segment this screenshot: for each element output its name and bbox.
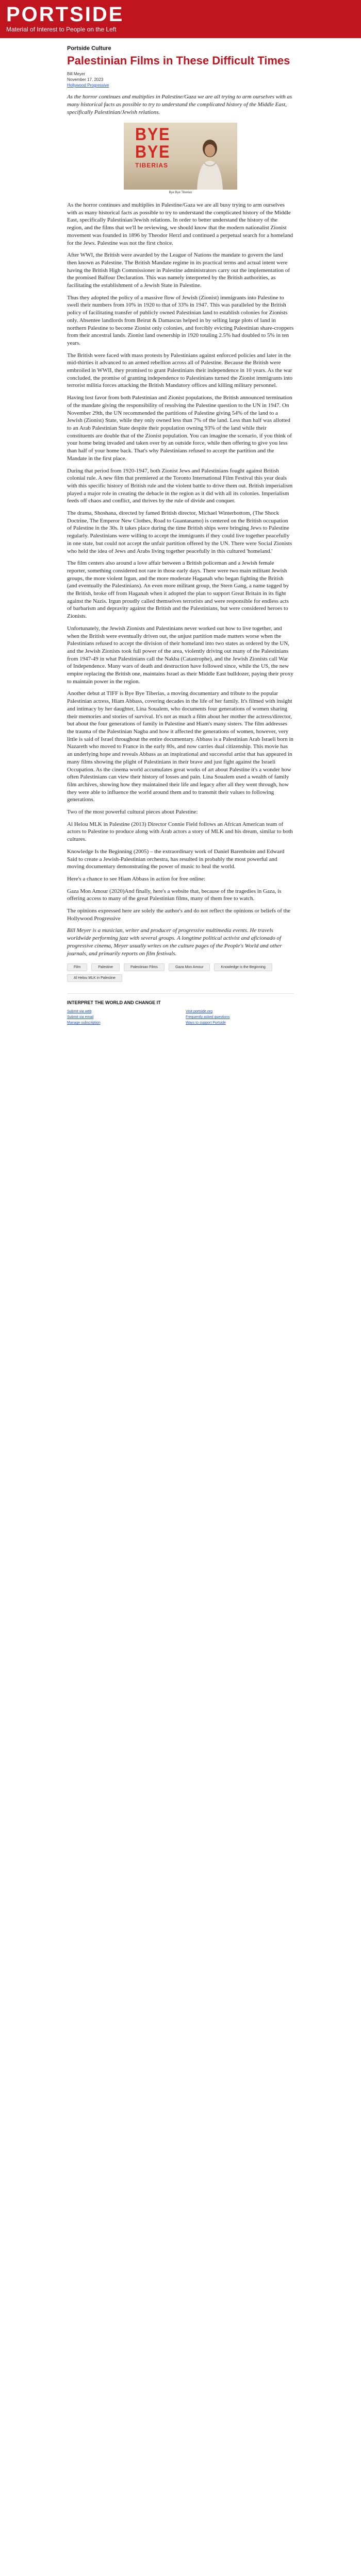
article-title[interactable]: Palestinian Films in These Difficult Times xyxy=(67,54,290,67)
footer-link-visit-portside[interactable]: Visit portside.org xyxy=(186,1010,213,1014)
tag[interactable]: Palestine xyxy=(91,963,120,971)
tag[interactable]: Palestinian Films xyxy=(124,963,165,971)
article-paragraph: Another debut at TIFF is Bye Bye Tiberias, a moving documentary and tribute to the popular Palestinian actress, Hiam Abbass, covering decades in the life of her family. It's filmed with insight and intimacy by her daughter, Lina Soualem, who documents four generations of women sharing their memories and stories of survival. It's not as much a film about her mother the actress/director, but about the four generations of family in Palestine and Hiam's many sisters. The film addresses the trauma of the Palestinian Nagba and how it affected the generations of women, however, very little is said of Israel throughout the entire documentary. Abbass is a Palestinian Arab Israeli born in Nazareth who moved to France in the early 80s, and now carries dual citizenship. This movie has an underlying hope and reveals Abbass as an inspirational and successful artist that has appeared in many films showing the plight of Palestinians in their brave and just fight against the Israeli Occupation. As the cinema world accumulates great works of art about Palestine it's a wonder how often Palestinians can view their history of losses and pain. Lina Soualem used a wealth of family film archives, showing how they maintained their life and legacy after all they went through, how they were able to influence the world around them and to transmit their values to following generations. xyxy=(67,690,293,803)
article-paragraph: Al Helou MLK in Palestine (2013) Director Connie Field follows an African American team of actors to Palestine to produce along with Arab actors a story of MLK and his dream, similar to both cultures. xyxy=(67,821,293,843)
hero-image xyxy=(124,123,237,190)
tag[interactable]: Film xyxy=(67,963,87,971)
footer-link-support[interactable]: Ways to support Portside xyxy=(186,1021,226,1025)
article-paragraph: Knowledge Is the Beginning (2005) – the extraordinary work of Daniel Barenboim and Edward Said to create a Jewish-Palestinian orchestra, has resulted in probably the most powerful and moving documentary demonstrating the power of music to heal the world. xyxy=(67,848,285,870)
masthead xyxy=(0,0,361,38)
author-bio: Bill Meyer is a musician, writer and producer of progressive multimedia events. He travels worldwide performing jazz with several groups. A longtime political activist and aficionado of progressive cinema, Meyer usually writes on the culture pages of the People's World and other journals, and primarily reports on film festivals. xyxy=(67,927,282,957)
article-meta xyxy=(67,71,294,88)
article-paragraph: Two of the most powerful cultural pieces about Palestine: xyxy=(67,809,198,816)
footer-link-submit-web[interactable]: Submit via web xyxy=(67,1010,92,1014)
footer-heading: INTERPRET THE WORLD AND CHANGE IT xyxy=(67,1000,161,1006)
site-tagline: Material of Interest to People on the Left xyxy=(6,26,117,33)
tag[interactable]: Gaza Mon Amour xyxy=(169,963,210,971)
site-logo[interactable]: PORTSIDE xyxy=(6,3,124,26)
article-paragraph: Thus they adopted the policy of a massive flow of Jewish (Zionist) immigrants into Palestine to swell their numbers from 10% in 1920 to that of 33% in 1947. This was paralleled by the British policy of facilitating transfer of publicly owned Palestinian land to establish colonies for Zionists only. Absentee landlords from Beirut & Damascus helped in by selling large plots of land in northern Palestine to become Zionist only colonies, and forcibly evicting Palestinian share-croppers from their ancestral lands. Zionist land ownership in 1920 totaling 2.5% had doubled to 5% in ten years. xyxy=(67,294,294,346)
image-caption: Bye Bye Tiberias xyxy=(169,191,192,194)
woman-figure-illustration xyxy=(194,137,226,190)
footer-link-submit-email[interactable]: Submit via email xyxy=(67,1015,94,1020)
article-paragraph: Here's a chance to see Hiam Abbass in action for free online: xyxy=(67,875,206,882)
tag[interactable]: Al Helou MLK in Palestine xyxy=(67,974,122,982)
article-body xyxy=(67,201,294,922)
footer-links-section xyxy=(67,993,294,1026)
article-paragraph: Unfortunately, the Jewish Zionists and Palestinians never worked out how to live together, and when the British were eventually driven out, the unjust partition made matters worse when the Palestinians refused to accept the division of their homeland into two states as ordered by the UN, and the Jewish Zionists took full power of the area, violently driving out many of the Palestinians from 1947-49 in what Palestinians call the Nakba (Catastrophe), and the Jewish Zionists call War of Independence. Many wars of death and destruction have followed since, while the US, the new empire replacing the British one, maintains Israel as their Middle East bulldozer, paying their proxy to maintain power in the region. xyxy=(67,625,293,685)
poster-title-line-2: BYE xyxy=(135,142,171,162)
poster-subtitle: TIBERIAS xyxy=(135,162,169,169)
source-link[interactable]: Hollywood Progressive xyxy=(67,83,109,88)
footer-link-faq[interactable]: Frequently asked questions xyxy=(186,1015,230,1020)
publish-date: November 17, 2023 xyxy=(67,77,104,82)
footer-link-manage-subscription[interactable]: Manage subscription xyxy=(67,1021,101,1025)
footer-links xyxy=(67,1009,294,1026)
article-paragraph: Gaza Mon Amour (2020)And finally, here's a website that, because of the tragedies in Gaza, is offering access to many of the great Palestinian films, many of them free to watch. xyxy=(67,888,282,902)
article-paragraph: Having lost favor from both Palestinian and Zionist populations, the British announced termination of the mandate giving the responsibility of resolving the Palestine question to the UN in 1947. On November 29th, the UN recommended the partitions of Palestine giving 54% of the land to a Jewish (Zionist) State, while they only owned less than 7% of the land. Less than half was allotted to an Arab Palestinian State despite their population owning 93% of the land while their constituents are double that of the Zionist population. You can imagine the scenario, if you think of your home being invaded and taken over by an outside force, while then offering to give you less than half of your home back. That's why Palestinians refused to accept the partition and the Mandate in the first place. xyxy=(67,395,292,462)
article-container xyxy=(67,38,294,982)
article-paragraph: During that period from 1920-1947, both Zionist Jews and Palestinians fought against British colonial rule. A new film that premiered at the Toronto International Film Festival this year deals with this specific history of British rule and the violent battle to drive them out. British imperialism played a major role in creating the debacle in the region as it did with all its colonies. Imperialism feeds off chaos and conflict, and thrives by the rule of divide and conquer. xyxy=(67,467,293,504)
article-paragraph: The opinions expressed here are solely the author's and do not reflect the opinions or beliefs of the Hollywood Progressive xyxy=(67,908,290,922)
article-paragraph: The film centers also around a love affair between a British policeman and a Jewish female reporter, something considered not rare in those early days. There were two main militant Jewish groups, the more violent Irgun, and the more moderate Haganah who began fighting the British (and eventually the Palestinians). An even more militant group, the Stern Gang, a name tagged by the British, broke off from Haganah when it adopted the plan to support Great Britain in its fight against the Nazis. Irgun proudly called themselves terrorists and were responsible for endless acts of barbarism and depravity against the British and the Palestinians, but were considered heroes to Zionists. xyxy=(67,560,289,620)
poster-title-line-1: BYE xyxy=(135,125,171,144)
tag[interactable]: Knowledge is the Beginning xyxy=(214,963,272,971)
article-paragraph: The British were faced with mass protests by Palestinians against enforced policies and later in the mid-thirties it advanced to an armed rebellion across all of Palestine. Because the British were embroiled in WWII, they promised to grant Palestinians their independence in 10 years. As the war concluded, the promise of granting independence to Palestinians turned the Zionist immigrants into terrorist militia forces attacking the British Mandatory offices and killing military personnel. xyxy=(67,352,293,389)
author: Bill Meyer xyxy=(67,72,86,76)
article-lede: As the horror continues and multiplies in Palestine/Gaza we are all trying to arm ourselves with as many historical facts as possible to try to understand the complicated history of the Middle East, specifically Palestinian/Jewish relations. xyxy=(67,94,292,115)
article-paragraph: The drama, Shoshana, directed by famed British director, Michael Winterbottom, (The Shock Doctrine, The Emperor New Clothes, Road to Guantanamo) is centered on the British occupation of Palestine in the 30s. It takes place during the time British ships were bringing Jews to Palestine regularly. Palestinians were willing to accept the immigrants if they could live together peacefully in one state, but could not accept the unfair partition offered by the UN. There were Social Zionists who held the idea of Jews and Arabs living together peacefully in this cultured 'homeland.' xyxy=(67,510,292,554)
article-paragraph: As the horror continues and multiplies in Palestine/Gaza we are all busy trying to arm ourselves with as many historical facts as possible to try to understand the complicated history of the Middle East, specifically Palestinian/Jewish relations. In order to better understand the history of the region, and the films that we'll be reviewing, we should know that the modern nationalist Zionist movement was founded in 1896 by Theodor Herzl and continued a perpetual search for a homeland for the Jews. Palestine was not the first choice. xyxy=(67,202,293,246)
article-paragraph: After WWI, the British were awarded by the League of Nations the mandate to govern the land then known as Palestine. The British Mandate regime in its practical terms and actual intent were having the British High Commissioner in Palestine administrators carry out the implementation of the promised Balfour Declaration. This was namely interpreted by the British authorities, as facilitating the establishment of a Jewish State in Palestine. xyxy=(67,252,290,289)
poster-title xyxy=(135,126,170,161)
tag-list xyxy=(67,963,294,982)
section-name[interactable]: Portside Culture xyxy=(67,45,111,52)
